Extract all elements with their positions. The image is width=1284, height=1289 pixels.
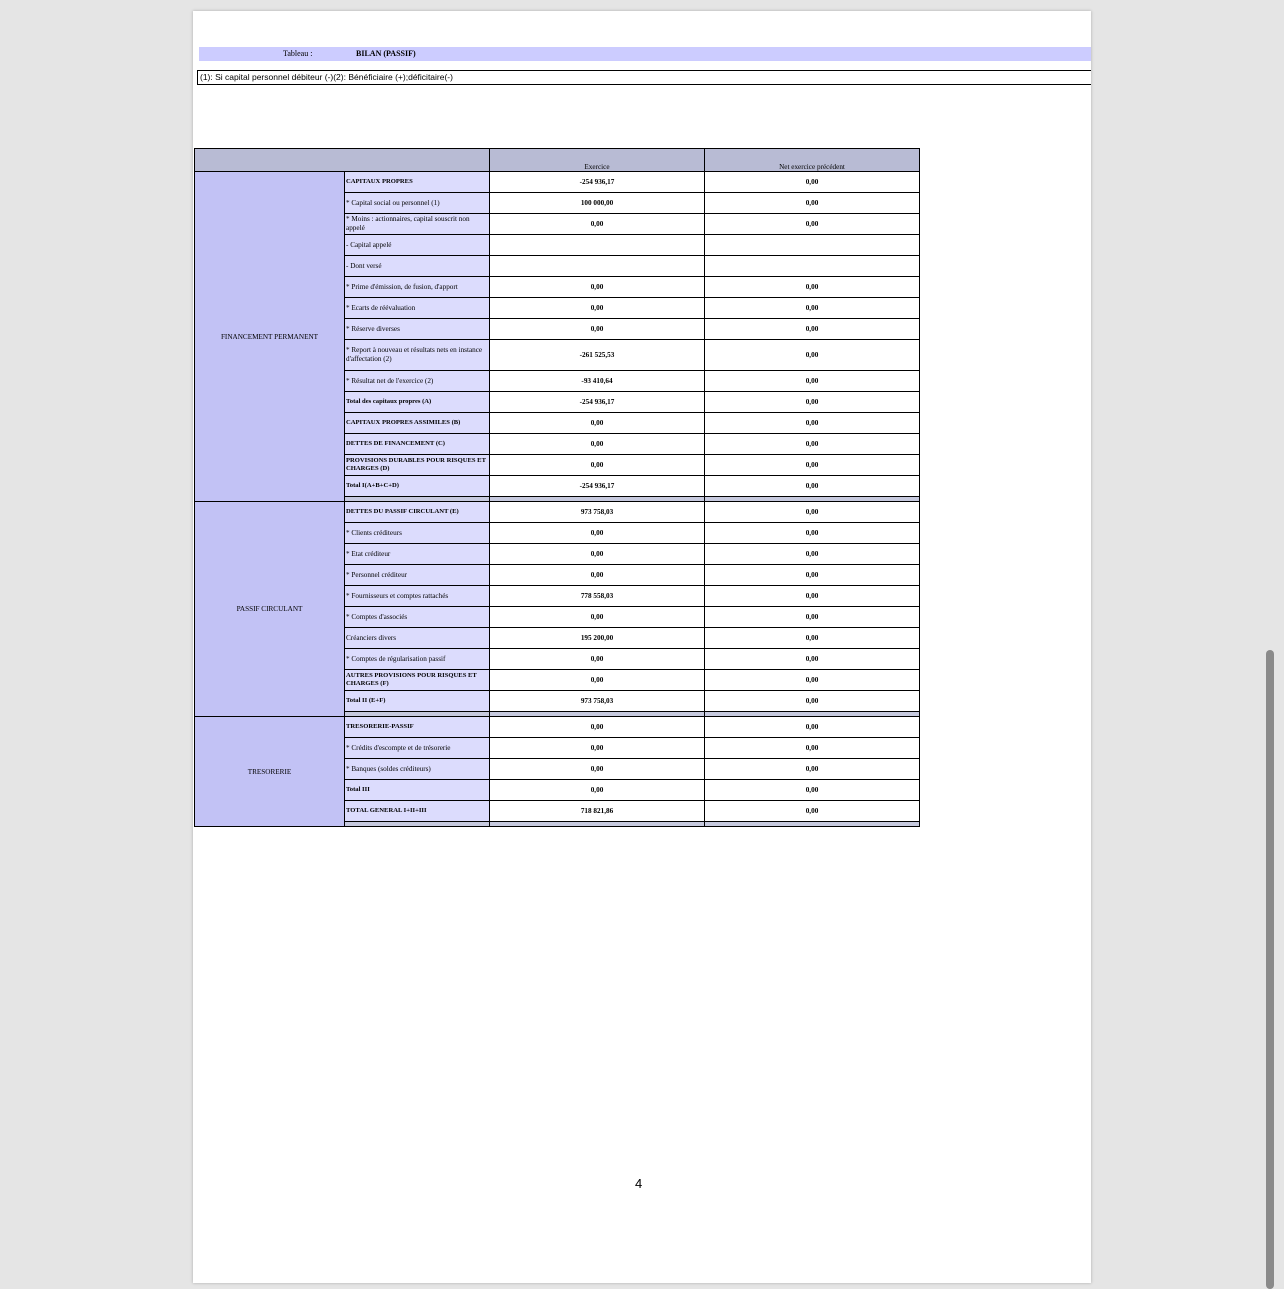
row-label: * Résultat net de l'exercice (2) <box>345 371 490 392</box>
value-exercice: 0,00 <box>490 649 705 670</box>
value-exercice: 0,00 <box>490 455 705 476</box>
row-label: Total II (E+F) <box>345 691 490 712</box>
value-precedent: 0,00 <box>705 172 920 193</box>
value-precedent: 0,00 <box>705 544 920 565</box>
value-exercice: -261 525,53 <box>490 340 705 371</box>
row-label: * Fournisseurs et comptes rattachés <box>345 586 490 607</box>
value-exercice: -254 936,17 <box>490 392 705 413</box>
value-exercice: 0,00 <box>490 717 705 738</box>
row-label: CAPITAUX PROPRES <box>345 172 490 193</box>
value-exercice: -254 936,17 <box>490 476 705 497</box>
value-precedent: 0,00 <box>705 649 920 670</box>
table-row <box>195 172 920 193</box>
value-precedent: 0,00 <box>705 801 920 822</box>
value-precedent: 0,00 <box>705 759 920 780</box>
value-precedent: 0,00 <box>705 413 920 434</box>
row-label: TRESORERIE-PASSIF <box>345 717 490 738</box>
row-label: * Prime d'émission, de fusion, d'apport <box>345 277 490 298</box>
section-tresorerie: TRESORERIE <box>195 717 345 827</box>
value-precedent: 0,00 <box>705 607 920 628</box>
value-exercice: 778 558,03 <box>490 586 705 607</box>
value-precedent: 0,00 <box>705 717 920 738</box>
value-precedent: 0,00 <box>705 319 920 340</box>
section-financement-permanent: FINANCEMENT PERMANENT <box>195 172 345 502</box>
value-precedent: 0,00 <box>705 392 920 413</box>
separator-cell <box>705 822 920 827</box>
value-precedent: 0,00 <box>705 455 920 476</box>
value-precedent <box>705 235 920 256</box>
value-exercice: 973 758,03 <box>490 691 705 712</box>
column-header-precedent: Net exercice précédent <box>705 149 920 172</box>
value-exercice: 718 821,86 <box>490 801 705 822</box>
row-label: CAPITAUX PROPRES ASSIMILES (B) <box>345 413 490 434</box>
row-label: DETTES DU PASSIF CIRCULANT (E) <box>345 502 490 523</box>
row-label: * Comptes d'associés <box>345 607 490 628</box>
value-precedent: 0,00 <box>705 340 920 371</box>
value-exercice: -254 936,17 <box>490 172 705 193</box>
row-label: Créanciers divers <box>345 628 490 649</box>
row-label: * Etat créditeur <box>345 544 490 565</box>
row-label: TOTAL GENERAL I+II+III <box>345 801 490 822</box>
value-precedent: 0,00 <box>705 628 920 649</box>
value-exercice: 0,00 <box>490 434 705 455</box>
value-precedent: 0,00 <box>705 298 920 319</box>
value-exercice <box>490 256 705 277</box>
table-header-row <box>195 149 920 172</box>
value-precedent: 0,00 <box>705 586 920 607</box>
row-label: * Personnel créditeur <box>345 565 490 586</box>
table-row <box>195 502 920 523</box>
value-precedent: 0,00 <box>705 780 920 801</box>
value-exercice: 0,00 <box>490 780 705 801</box>
row-label: AUTRES PROVISIONS POUR RISQUES ET CHARGES (F) <box>345 670 490 691</box>
value-precedent: 0,00 <box>705 691 920 712</box>
row-label: - Capital appelé <box>345 235 490 256</box>
value-precedent: 0,00 <box>705 670 920 691</box>
value-precedent: 0,00 <box>705 476 920 497</box>
value-exercice: 0,00 <box>490 523 705 544</box>
row-label: Total III <box>345 780 490 801</box>
value-exercice: 195 200,00 <box>490 628 705 649</box>
value-precedent: 0,00 <box>705 193 920 214</box>
value-exercice: 0,00 <box>490 565 705 586</box>
value-precedent: 0,00 <box>705 434 920 455</box>
value-exercice: 0,00 <box>490 298 705 319</box>
row-label: DETTES DE FINANCEMENT (C) <box>345 434 490 455</box>
row-label: Total I(A+B+C+D) <box>345 476 490 497</box>
page-number: 4 <box>635 1176 643 1191</box>
value-precedent: 0,00 <box>705 502 920 523</box>
value-exercice: -93 410,64 <box>490 371 705 392</box>
section-passif-circulant: PASSIF CIRCULANT <box>195 502 345 717</box>
row-label: * Réserve diverses <box>345 319 490 340</box>
row-label: PROVISIONS DURABLES POUR RISQUES ET CHARGES (D) <box>345 455 490 476</box>
separator-cell <box>345 822 490 827</box>
header-empty-cell <box>195 149 490 172</box>
footnote-box: (1): Si capital personnel débiteur (-)(2): Bénéficiaire (+);déficitaire(-) <box>197 70 1091 85</box>
value-exercice: 0,00 <box>490 413 705 434</box>
row-label: Total des capitaux propres (A) <box>345 392 490 413</box>
row-label: * Capital social ou personnel (1) <box>345 193 490 214</box>
value-precedent: 0,00 <box>705 523 920 544</box>
row-label: * Comptes de régularisation passif <box>345 649 490 670</box>
value-exercice: 0,00 <box>490 607 705 628</box>
value-precedent: 0,00 <box>705 277 920 298</box>
row-label: * Moins : actionnaires, capital souscrit non appelé <box>345 214 490 235</box>
title-band <box>199 47 1091 61</box>
value-exercice: 0,00 <box>490 319 705 340</box>
separator-cell <box>490 822 705 827</box>
bilan-passif-table <box>194 148 920 827</box>
table-row <box>195 717 920 738</box>
value-exercice: 100 000,00 <box>490 193 705 214</box>
value-precedent: 0,00 <box>705 214 920 235</box>
row-label: * Crédits d'escompte et de trésorerie <box>345 738 490 759</box>
vertical-scrollbar[interactable] <box>1266 650 1274 1289</box>
value-exercice: 0,00 <box>490 759 705 780</box>
value-precedent: 0,00 <box>705 371 920 392</box>
value-exercice: 973 758,03 <box>490 502 705 523</box>
value-exercice: 0,00 <box>490 277 705 298</box>
value-exercice: 0,00 <box>490 738 705 759</box>
value-precedent: 0,00 <box>705 565 920 586</box>
tableau-label: Tableau : <box>283 49 313 58</box>
value-exercice: 0,00 <box>490 544 705 565</box>
document-page <box>193 11 1091 1283</box>
value-exercice: 0,00 <box>490 670 705 691</box>
value-precedent: 0,00 <box>705 738 920 759</box>
tableau-title: BILAN (PASSIF) <box>356 49 416 58</box>
row-label: * Banques (soldes créditeurs) <box>345 759 490 780</box>
value-exercice: 0,00 <box>490 214 705 235</box>
row-label: * Clients créditeurs <box>345 523 490 544</box>
row-label: - Dont versé <box>345 256 490 277</box>
row-label: * Ecarts de réévaluation <box>345 298 490 319</box>
row-label: * Report à nouveau et résultats nets en instance d'affectation (2) <box>345 340 490 371</box>
column-header-exercice: Exercice <box>490 149 705 172</box>
value-precedent <box>705 256 920 277</box>
value-exercice <box>490 235 705 256</box>
